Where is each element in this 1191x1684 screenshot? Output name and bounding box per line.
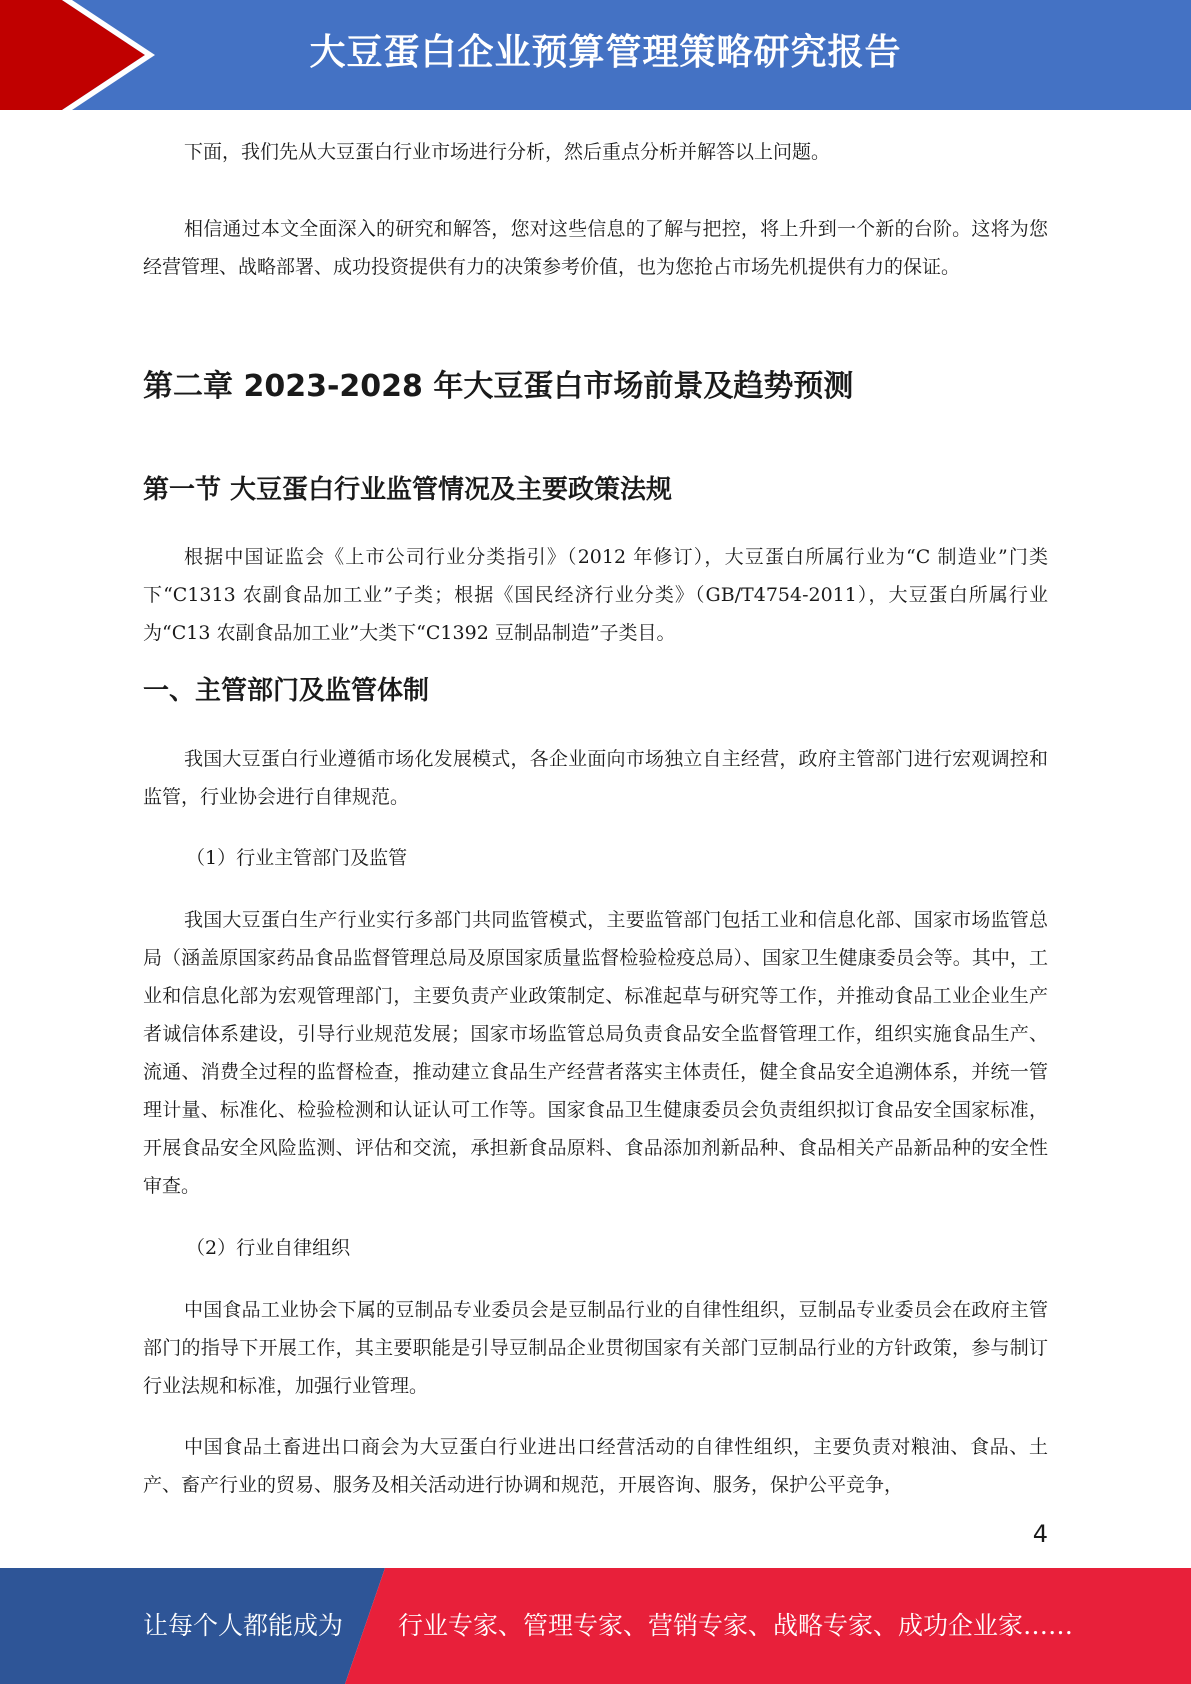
paragraph-intro: 下面，我们先从大豆蛋白行业市场进行分析，然后重点分析并解答以上问题。 bbox=[184, 141, 831, 163]
paragraph-departments: 我国大豆蛋白生产行业实行多部门共同监管模式，主要监管部门包括工业和信息化部、国家市场监管总局（涵盖原国家药品食品监督管理总局及原国家质量监督检验检疫总局）、国家卫生健康委员会等。其中，工业和信息化部为宏观管理部门，主要负责产业政策制定、标准起草与研究等工作，并推动食品工业企业生产者诚信体系建设，引导行业规范发展；国家市场监管总局负责食品安全监督管理工作，组织实施食品生产、流通、消费全过程的监督检查，推动建立食品生产经营者落实主体责任，健全食品安全追溯体系，并统一管理计量、标准化、检验检测和认证认可工作等。国家食品卫生健康委员会负责组织拟订食品安全国家标准，开展食品安全风险监测、评估和交流，承担新食品原料、食品添加剂新品种、食品相关产品新品种的安全性审查。 bbox=[143, 909, 1048, 1197]
page-number: 4 bbox=[1032, 1520, 1048, 1548]
paragraph-soy-committee: 中国食品工业协会下属的豆制品专业委员会是豆制品行业的自律性组织，豆制品专业委员会在政府主管部门的指导下开展工作，其主要职能是引导豆制品企业贯彻国家有关部门豆制品行业的方针政策，参与制订行业法规和标准，加强行业管理。 bbox=[143, 1299, 1048, 1397]
item2-title: （2）行业自律组织 bbox=[186, 1237, 351, 1259]
footer-banner bbox=[0, 1568, 1191, 1684]
chapter-title: 第二章 2023-2028 年大豆蛋白市场前景及趋势预测 bbox=[143, 369, 854, 404]
paragraph-chamber: 中国食品土畜进出口商会为大豆蛋白行业进出口经营活动的自律性组织，主要负责对粮油、食品、土产、畜产行业的贸易、服务及相关活动进行协调和规范，开展咨询、服务，保护公平竞争， bbox=[143, 1436, 1048, 1496]
paragraph-trust: 相信通过本文全面深入的研究和解答，您对这些信息的了解与把控，将上升到一个新的台阶。这将为您经营管理、战略部署、成功投资提供有力的决策参考价值，也为您抢占市场先机提供有力的保证。 bbox=[143, 218, 1048, 278]
footer-slogan-left: 让每个人都能成为 bbox=[143, 1611, 344, 1640]
report-title: 大豆蛋白企业预算管理策略研究报告 bbox=[309, 32, 902, 73]
paragraph-classification: 根据中国证监会《上市公司行业分类指引》（2012 年修订），大豆蛋白所属行业为“C 制造业”门类下“C1313 农副食品加工业”子类；根据《国民经济行业分类》（GB/T4754-2011），大豆蛋白所属行业为“C13 农副食品加工业”大类下“C1392 豆制品制造”子类目。 bbox=[143, 546, 1048, 644]
paragraph-market: 我国大豆蛋白行业遵循市场化发展模式，各企业面向市场独立自主经营，政府主管部门进行宏观调控和监管，行业协会进行自律规范。 bbox=[143, 748, 1048, 808]
item1-title: （1）行业主管部门及监管 bbox=[186, 847, 408, 869]
header-banner bbox=[0, 0, 1191, 110]
footer-slogan-right: 行业专家、管理专家、营销专家、战略专家、成功企业家…… bbox=[398, 1611, 1074, 1640]
subsection-title: 一、主管部门及监管体制 bbox=[143, 676, 430, 706]
section-title: 第一节 大豆蛋白行业监管情况及主要政策法规 bbox=[143, 475, 673, 505]
